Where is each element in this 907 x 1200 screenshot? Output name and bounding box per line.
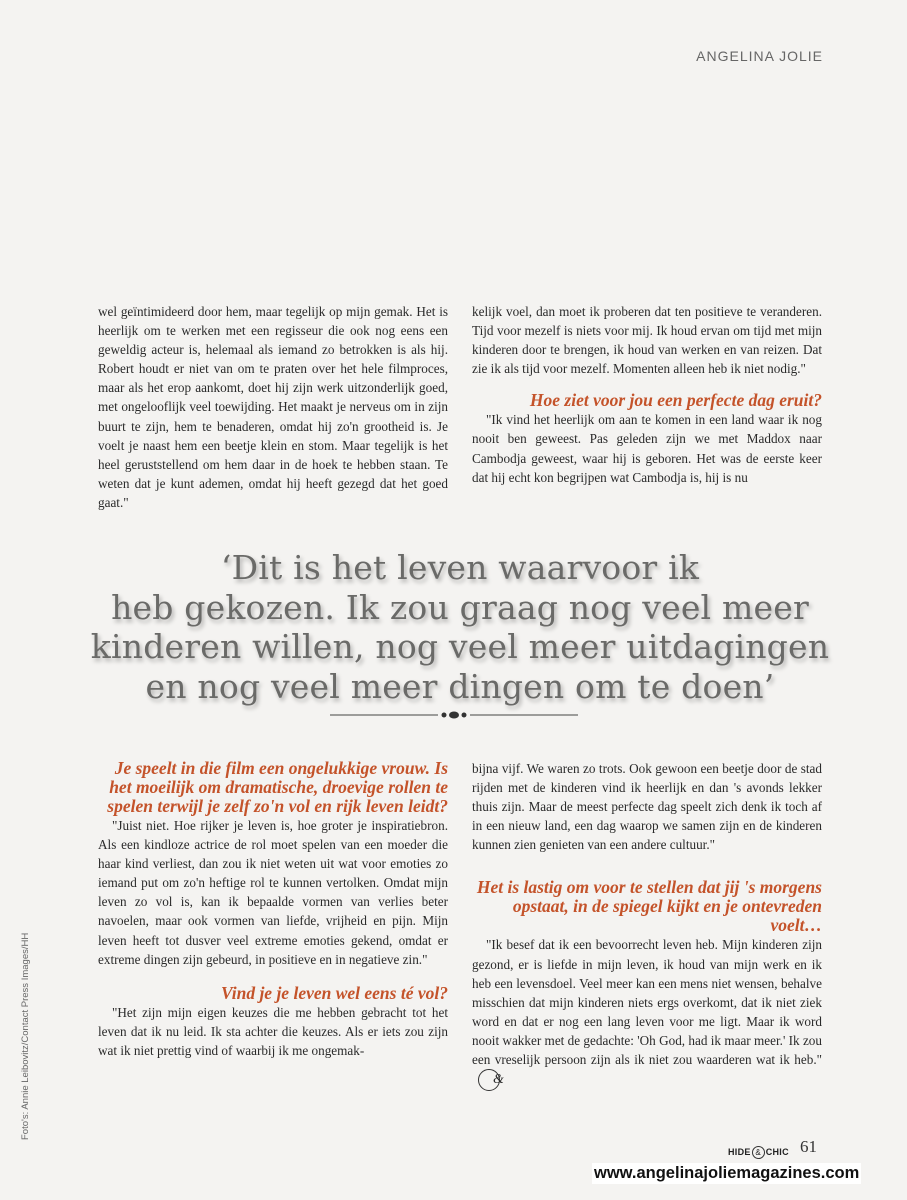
answer-text: "Ik besef dat ik een bevoorrecht leven heb. Mijn kinderen zijn gezond, er is liefde in mijn leven, ik houd van mijn werk en ik heb een levensdoel. Veel meer kan een mens niet wensen, behalve misschien dat mijn kinderen niets ergs overkomt, dat ik niet ziek word en dat er nog een lang leven voor me ligt. Maar ik word nooit wakker met de gedachte: 'Oh God, had ik maar meer.' Ik zou een vreselijk persoon zijn als ik niet zou waarderen wat ik heb." [472,937,822,1068]
pull-quote-line: ‘Dit is het leven waarvoor ik [220,548,700,587]
interview-question: Je speelt in die film een ongelukkige vrouw. Is het moeilijk om dramatische, droevige rollen te spelen terwijl je zelf zo'n vol en rijk leven leidt? [107,758,448,816]
page-header: ANGELINA JOLIE [696,48,823,64]
interview-question: Hoe ziet voor jou een perfecte dag eruit? [529,390,822,411]
end-mark-icon: & [478,1069,500,1091]
column-top-left [98,302,448,512]
brand-ampersand-icon: & [752,1146,765,1159]
column-top-right [472,302,822,487]
interview-question: Het is lastig om voor te stellen dat jij 's morgens opstaat, in de spiegel kijkt en je ontevreden voelt… [476,877,822,936]
pull-quote-line: kinderen willen, nog veel meer uitdagingen [90,627,830,666]
body-paragraph: wel geïntimideerd door hem, maar tegelijk op mijn gemak. Het is heerlijk om te werken met een regisseur die ook nog eens een geweldig acteur is, helemaal als iemand zo betrokken is als hij. Robert houdt er niet van om te praten over het hele filmproces, maar als het erop aankomt, doet hij zijn werk uitzonderlijk goed, met ongelooflijk veel toewijding. Het maakt je nerveus om in zijn buurt te zijn, hem te benaderen, omdat hij zo'n grootheid is. Je voelt je naast hem een beetje klein en stom. Maar tegelijk is het heel geruststellend om hem daar in de hoek te hebben staan. Te weten dat je kunt ademen, omdat hij heeft gezegd dat het goed gaat." [98,304,448,510]
column-bottom-right [472,759,822,1091]
body-paragraph: "Het zijn mijn eigen keuzes die me hebben gebracht tot het leven dat ik nu leid. Ik sta achter die keuzes. Als er iets zou zijn wat ik niet prettig vind of waarbij ik me ongemak- [98,1004,448,1058]
ornament-divider [330,706,578,724]
column-bottom-left [98,759,448,1060]
body-paragraph: "Ik vind het heerlijk om aan te komen in een land waar ik nog nooit ben geweest. Pas geleden zijn we met Maddox naar Cambodja geweest, waar hij is geboren. Het was de eerste keer dat hij echt kon begrijpen wat Cambodja is, hij is nu [472,412,822,485]
brand-right: CHIC [765,1146,789,1157]
body-paragraph [472,935,822,1091]
photo-credit: Foto's: Annie Leibovitz/Contact Press Images/HH [20,932,31,1140]
magazine-brand [728,1146,789,1159]
body-paragraph: "Juist niet. Hoe rijker je leven is, hoe groter je inspiratiebron. Als een kindloze actrice de rol moet spelen van een moeder die haar kind verliest, dan zou ik niet weten uit wat voor emoties zo iemand put om zo'n heftige rol te kunnen vertolken. Omdat mijn leven zo vol is, kan ik bepaalde vormen van verlies beter navoelen, maar ook vormen van liefde, vrijheid en pijn. Mijn leven heeft tot dusver veel extreme emoties gekend, omdat er extreme dingen zijn gebeurd, in positieve en in negatieve zin." [98,818,448,967]
page-number: 61 [800,1137,817,1156]
pull-quote-line: heb gekozen. Ik zou graag nog veel meer [111,587,809,627]
pull-quote-line: en nog veel meer dingen om te doen’ [145,666,775,706]
body-paragraph: bijna vijf. We waren zo trots. Ook gewoon een beetje door de stad rijden met de kinderen vind ik heerlijk en dan 's avonds lekker thuis zijn. Maar de meest perfecte dag speelt zich denk ik toch af in een nieuw land, een dag waarop we samen zijn en de kinderen kunnen zien genieten van een andere cultuur." [472,761,822,853]
interview-question: Vind je je leven wel eens té vol? [221,982,448,1003]
brand-left: HIDE [728,1146,751,1157]
pull-quote [60,548,860,706]
body-paragraph: kelijk voel, dan moet ik proberen dat ten positieve te veranderen. Tijd voor mezelf is niets voor mij. Ik houd ervan om tijd met mijn kinderen door te brengen, ik houd van werken en van reizen. Dat zie ik als tijd voor mezelf. Momenten alleen heb ik niet nodig." [472,304,822,377]
watermark-url: www.angelinajoliemagazines.com [594,1164,860,1182]
